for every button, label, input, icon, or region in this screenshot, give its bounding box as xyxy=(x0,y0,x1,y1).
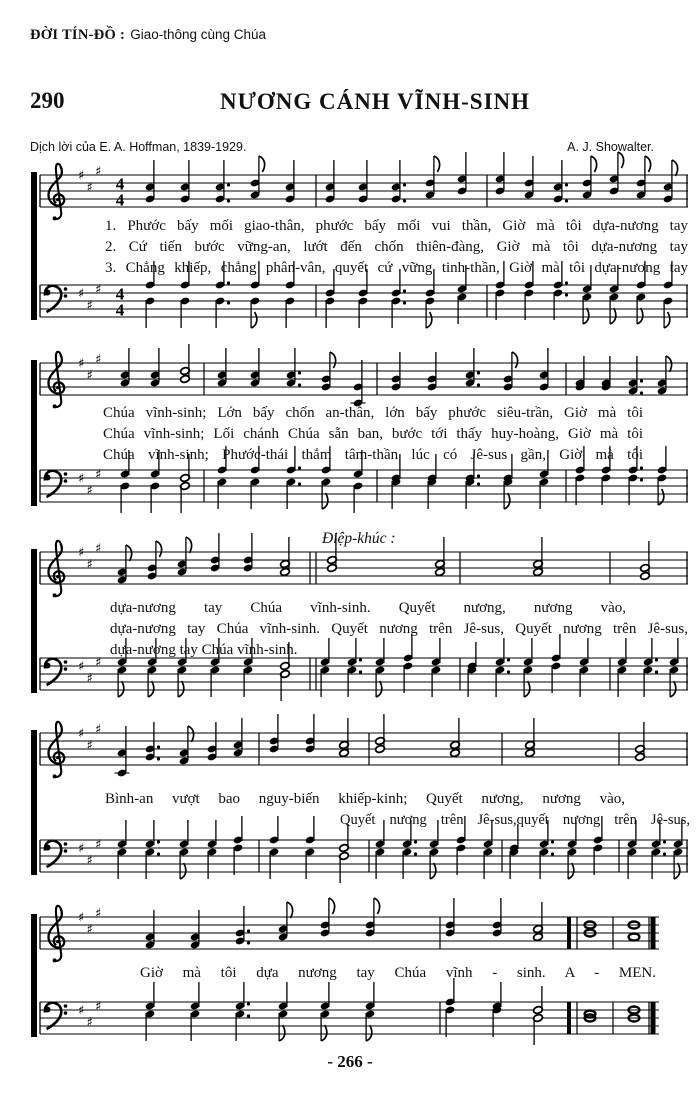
sharp-icon: ♯ xyxy=(78,910,85,926)
sharp-icon: ♯ xyxy=(95,655,102,671)
lyricist-credit: Dịch lời của E. A. Hoffman, 1839-1929. xyxy=(30,140,247,154)
lyric-line-verse3: dựa-nương tay Chúa vĩnh-sinh. xyxy=(110,642,298,658)
sharp-icon: ♯ xyxy=(95,282,102,298)
sharp-icon: ♯ xyxy=(78,659,85,675)
lyric-line-verse2: Chúa vĩnh-sinh; Lối chánh Chúa sẵn ban, bước tới thấy huy-hoàng, Giờ mà tôi xyxy=(103,426,643,442)
bass-clef-icon xyxy=(45,286,68,312)
sharp-icon: ♯ xyxy=(78,726,85,742)
sharp-icon: ♯ xyxy=(78,356,85,372)
sharp-icon: ♯ xyxy=(86,483,93,499)
sharp-icon: ♯ xyxy=(86,1015,93,1031)
sharp-icon: ♯ xyxy=(95,352,102,368)
treble-clef-icon xyxy=(49,541,65,598)
hymn-number: 290 xyxy=(30,88,65,113)
section-subcategory: Giao-thông cùng Chúa xyxy=(130,27,267,42)
treble-clef-icon xyxy=(49,352,65,409)
lyric-line-verse1: Bình-an vượt bao nguy-biến khiếp-kinh; Quyết nương, nương vào, xyxy=(105,791,625,807)
treble-clef-icon xyxy=(49,164,65,221)
time-signature: 4 xyxy=(115,284,125,304)
lyric-line-verse1: dựa-nương tay Chúa vĩnh-sinh. Quyết nương, nương vào, xyxy=(110,600,626,616)
sharp-icon: ♯ xyxy=(86,738,93,754)
sharp-icon: ♯ xyxy=(86,671,93,687)
lyric-line-verse1: Chúa vĩnh-sinh; Lớn bấy chốn an-thân, lớn bấy phước siêu-trần, Giờ mà tôi xyxy=(103,405,643,421)
section-category: ĐỜI TÍN-ĐỒ : xyxy=(30,27,126,43)
staff-graphics xyxy=(40,714,688,778)
treble-clef-icon xyxy=(49,906,65,963)
page-header xyxy=(30,26,266,44)
lyric-line-echo: Quyết nương trên Jê-sus,quyết nương trên Jê-sus, xyxy=(340,812,690,828)
sharp-icon: ♯ xyxy=(95,164,102,180)
bass-clef-icon xyxy=(45,659,68,685)
hymn-title: NƯƠNG CÁNH VĨNH-SINH xyxy=(219,89,531,114)
lyric-line-final: Giờ mà tôi dựa nương tay Chúa vĩnh - sinh. A - MEN. xyxy=(140,965,656,981)
lyric-line-verse1: 1. Phước bấy mối giao-thân, phước bấy mối vui thần, Giờ mà tôi dựa-nương tay xyxy=(105,218,688,234)
lyric-line-verse2: dựa-nương tay Chúa vĩnh-sinh. Quyết nương trên Jê-sus, Quyết nương trên Jê-sus, xyxy=(110,621,688,637)
sharp-icon: ♯ xyxy=(95,999,102,1015)
bass-clef-icon xyxy=(45,471,68,497)
sharp-icon: ♯ xyxy=(95,541,102,557)
staff-system4-treble xyxy=(0,703,700,803)
lyric-line-verse2: 2. Cứ tiến bước vững-an, lướt đến chốn thiên-đàng, Giờ mà tôi dựa-nương tay xyxy=(105,239,688,255)
sharp-icon: ♯ xyxy=(78,286,85,302)
lyric-line-verse3: 3. Chẳng khiếp, chẳng phân-vân, quyết cứ vững tinh-thần, Giờ mà tôi dựa-nương tay xyxy=(105,260,688,276)
composer-credit: A. J. Showalter. xyxy=(567,140,654,154)
treble-clef-icon xyxy=(49,722,65,779)
sharp-icon: ♯ xyxy=(78,1003,85,1019)
page-number: - 266 - xyxy=(327,1052,373,1071)
staff-graphics xyxy=(40,898,659,962)
sharp-icon: ♯ xyxy=(86,298,93,314)
sharp-icon: ♯ xyxy=(95,467,102,483)
sharp-icon: ♯ xyxy=(95,837,102,853)
staff-graphics xyxy=(40,344,688,408)
sharp-icon: ♯ xyxy=(78,545,85,561)
sharp-icon: ♯ xyxy=(78,471,85,487)
sharp-icon: ♯ xyxy=(86,557,93,573)
sharp-icon: ♯ xyxy=(86,922,93,938)
sharp-icon: ♯ xyxy=(86,368,93,384)
sharp-icon: ♯ xyxy=(95,722,102,738)
time-signature: 4 xyxy=(115,174,125,194)
sharp-icon: ♯ xyxy=(78,168,85,184)
lyric-line-verse3: Chúa vĩnh-sinh; Phước-thái thắm tâm-thần lúc có Jê-sus gần, Giờ mà tôi xyxy=(103,447,643,463)
staff-graphics xyxy=(40,978,659,1045)
staff-graphics xyxy=(40,152,688,220)
sharp-icon: ♯ xyxy=(86,180,93,196)
bass-clef-icon xyxy=(45,841,68,867)
time-signature: 4 xyxy=(115,300,125,320)
sharp-icon: ♯ xyxy=(86,853,93,869)
refrain-label: Điệp-khúc : xyxy=(322,530,396,547)
time-signature: 4 xyxy=(115,190,125,210)
bass-clef-icon xyxy=(45,1003,68,1029)
sharp-icon: ♯ xyxy=(78,841,85,857)
sharp-icon: ♯ xyxy=(95,906,102,922)
